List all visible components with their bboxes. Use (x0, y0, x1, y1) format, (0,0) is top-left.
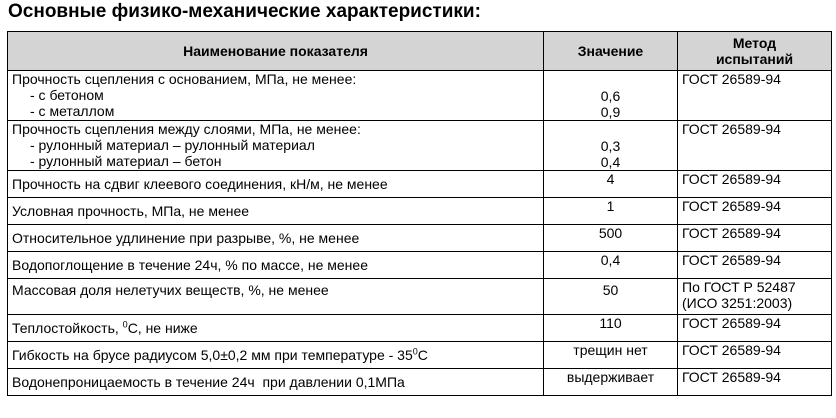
table-row (8, 369, 832, 396)
row-method: ГОСТ 26589-94 (678, 171, 832, 198)
row-method-line2: (ИСО 3251:2003) (682, 295, 793, 311)
row-value-cell (544, 121, 678, 171)
row-value: 0,6 (600, 88, 621, 104)
row-name-sup: 0 (122, 319, 128, 330)
table-row (8, 315, 832, 342)
row-sub-item: - рулонный материал – рулонный материал (30, 137, 315, 153)
row-value: 4 (544, 171, 678, 198)
row-method-cell (678, 279, 832, 315)
table-row (8, 342, 832, 369)
row-name: Водопоглощение в течение 24ч, % по массе, не менее (8, 252, 544, 279)
row-value: 0,9 (600, 104, 621, 120)
row-name-cell (8, 121, 544, 171)
row-value: 500 (544, 225, 678, 252)
header-method (678, 32, 832, 71)
table-row (8, 171, 832, 198)
row-sub-item: - с бетоном (30, 87, 104, 103)
row-name: Прочность на сдвиг клеевого соединения, кН/м, не менее (8, 171, 544, 198)
table-row (8, 225, 832, 252)
row-value: трещин нет (544, 342, 678, 369)
header-method-line1: Метод (732, 35, 777, 51)
row-name-part: Гибкость на брусе радиусом 5,0±0,2 мм при температуре - 35 (12, 347, 413, 363)
table-row (8, 121, 832, 171)
row-sub-item: - рулонный материал – бетон (30, 153, 222, 169)
row-name-cell (8, 342, 544, 369)
page-title: Основные физико-механические характеристики: (8, 1, 481, 22)
row-method: ГОСТ 26589-94 (678, 121, 832, 171)
row-value: 0,4 (600, 154, 621, 170)
table-row (8, 279, 832, 315)
characteristics-table (7, 31, 832, 396)
row-name: Массовая доля нелетучих веществ, %, не менее (8, 279, 544, 315)
row-value: 110 (544, 315, 678, 342)
row-method: ГОСТ 26589-94 (678, 71, 832, 121)
row-value: выдерживает (544, 369, 678, 396)
row-method: ГОСТ 26589-94 (678, 315, 832, 342)
row-name-part: С, не ниже (127, 320, 198, 336)
row-value: 0,3 (600, 138, 621, 154)
row-method: ГОСТ 26589-94 (678, 252, 832, 279)
row-name-sup: 0 (412, 346, 418, 357)
row-value: 0,4 (544, 252, 678, 279)
row-method: ГОСТ 26589-94 (678, 198, 832, 225)
row-name: Прочность сцепления между слоями, МПа, не менее: (12, 121, 361, 137)
row-name: Водонепроницаемость в течение 24ч при давлении 0,1МПа (8, 369, 544, 396)
row-value: 1 (544, 198, 678, 225)
row-sub-item: - с металлом (30, 103, 115, 119)
row-method: ГОСТ 26589-94 (678, 225, 832, 252)
table-header-row (8, 32, 832, 71)
row-name-part: Теплостойкость, (12, 320, 123, 336)
header-method-line2: испытаний (715, 51, 794, 67)
row-method: ГОСТ 26589-94 (678, 369, 832, 396)
row-name-cell (8, 315, 544, 342)
row-name: Условная прочность, МПа, не менее (8, 198, 544, 225)
header-value: Значение (544, 32, 678, 71)
header-name: Наименование показателя (8, 32, 544, 71)
row-method: ГОСТ 26589-94 (678, 342, 832, 369)
row-value-cell (544, 71, 678, 121)
table-row (8, 198, 832, 225)
row-name: Относительное удлинение при разрыве, %, не менее (8, 225, 544, 252)
row-name-part: С (417, 347, 428, 363)
row-name: Прочность сцепления с основанием, МПа, не менее: (12, 71, 357, 87)
row-name-cell (8, 71, 544, 121)
row-value: 50 (544, 279, 678, 315)
table-row (8, 71, 832, 121)
row-method-line1: По ГОСТ Р 52487 (682, 279, 796, 295)
table-row (8, 252, 832, 279)
